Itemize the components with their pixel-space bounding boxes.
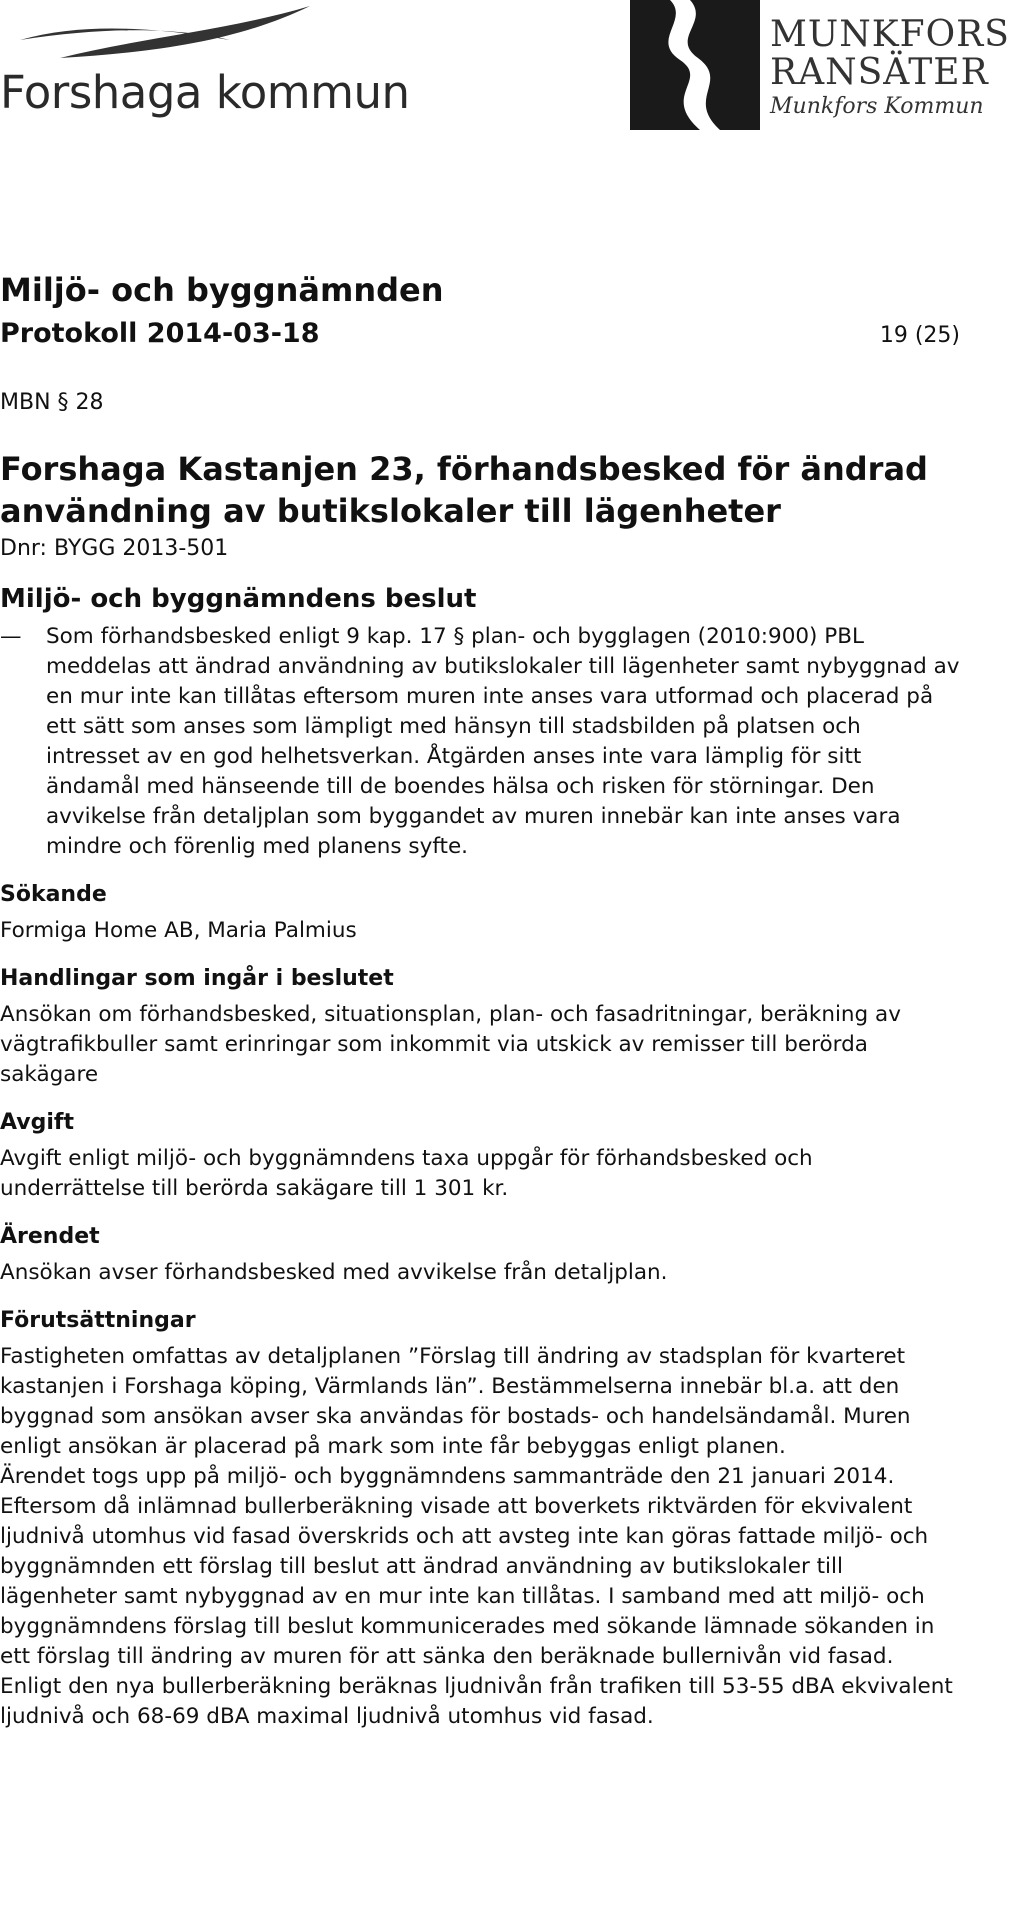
conditions-paragraph-1: Fastigheten omfattas av detaljplanen ”Förslag till ändring av stadsplan för kvarteret kastanjen i Forshaga köping, Värmlands län”. Bestämmelserna innebär bl.a. att den byggnad som ansökan avser ska användas för bostads- och handelsändamål. Muren enligt ansökan är placerad på mark som inte får bebyggas enligt planen. xyxy=(0,1344,911,1459)
fee-text: Avgift enligt miljö- och byggnämndens taxa uppgår för förhandsbesked och underrättelse till berörda sakägare till 1 301 kr. xyxy=(0,1146,813,1201)
committee-name: Miljö- och byggnämnden xyxy=(0,271,444,309)
fee-heading: Avgift xyxy=(0,1110,74,1135)
bullet-dash: — xyxy=(0,624,22,649)
section-id: MBN § 28 xyxy=(0,390,104,415)
munkfors-logo xyxy=(630,0,1010,130)
document-body xyxy=(0,270,960,1732)
applicant-heading: Sökande xyxy=(0,882,107,907)
decision-text: Som förhandsbesked enligt 9 kap. 17 § plan- och bygglagen (2010:900) PBL meddelas att ändrad användning av butikslokaler till lägenheter samt nybyggnad av en mur inte kan tillåtas eftersom muren inte anses vara utformad och placerad på ett sätt som anses som lämpligt med hänsyn till stadsbilden på platsen och intresset av en god helhetsverkan. Åtgärden anses inte vara lämplig för sitt ändamål med hänseende till de boendes hälsa och risken för störningar. Den avvikelse från detaljplan som byggandet av muren innebär kan inte anses vara mindre och förenlig med planens syfte. xyxy=(46,624,960,859)
applicant-text: Formiga Home AB, Maria Palmius xyxy=(0,918,357,943)
munkfors-logo-line2: RANSÄTER xyxy=(770,52,989,93)
protocol-row xyxy=(0,316,960,352)
conditions-heading: Förutsättningar xyxy=(0,1308,196,1333)
protocol-date: Protokoll 2014-03-18 xyxy=(0,318,320,349)
matter-text: Ansökan avser förhandsbesked med avvikelse från detaljplan. xyxy=(0,1260,668,1285)
item-title: Forshaga Kastanjen 23, förhandsbesked för ändrad användning av butikslokaler till lägenheter xyxy=(0,450,928,530)
documents-text: Ansökan om förhandsbesked, situationsplan, plan- och fasadritningar, beräkning av vägtrafikbuller samt erinringar som inkommit via utskick av remisser till berörda sakägare xyxy=(0,1002,901,1087)
munkfors-logo-line3: Munkfors Kommun xyxy=(770,94,984,119)
river-emblem-icon xyxy=(630,0,760,130)
documents-heading: Handlingar som ingår i beslutet xyxy=(0,966,394,991)
matter-heading: Ärendet xyxy=(0,1224,100,1249)
conditions-paragraph-3: Enligt den nya bullerberäkning beräknas ljudnivån från trafiken till 53-55 dBA ekvivalent ljudnivå och 68-69 dBA maximal ljudnivå utomhus vid fasad. xyxy=(0,1674,953,1729)
forshaga-logo xyxy=(0,0,410,120)
diary-number: Dnr: BYGG 2013-501 xyxy=(0,536,229,561)
forshaga-logo-text: Forshaga kommun xyxy=(0,66,410,119)
swoosh-icon xyxy=(0,0,320,70)
munkfors-logo-line1: MUNKFORS xyxy=(770,14,1010,55)
conditions-paragraph-2: Ärendet togs upp på miljö- och byggnämndens sammanträde den 21 januari 2014. Eftersom då inlämnad bullerberäkning visade att boverkets riktvärden för ekvivalent ljudnivå utomhus vid fasad överskrids och att avsteg inte kan göras fattade miljö- och byggnämnden ett förslag till beslut att ändrad användning av butikslokaler till lägenheter samt nybyggnad av en mur inte kan tillåtas. I samband med att miljö- och byggnämndens förslag till beslut kommunicerades med sökande lämnade sökanden in ett förslag till ändring av muren för att sänka den beräknade bullernivån vid fasad. xyxy=(0,1464,935,1669)
page-number: 19 (25) xyxy=(879,323,960,348)
decision-bullet xyxy=(0,622,960,862)
decision-heading: Miljö- och byggnämndens beslut xyxy=(0,584,477,614)
